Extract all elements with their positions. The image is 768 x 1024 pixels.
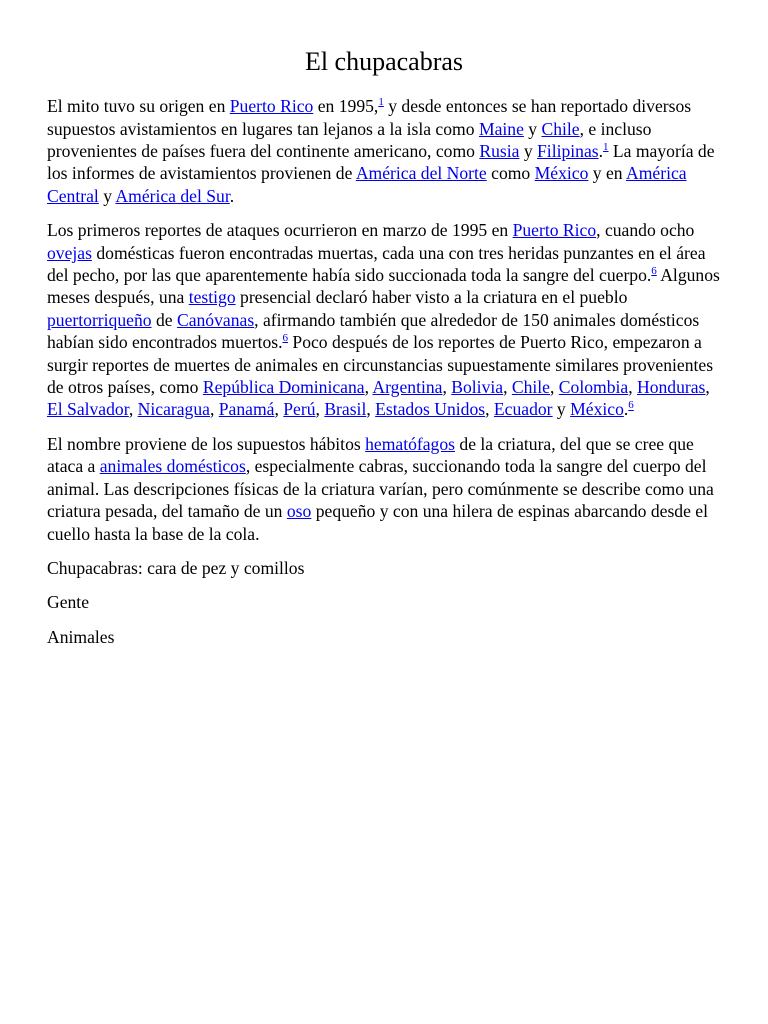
reference-link[interactable]: 1 (378, 96, 384, 109)
reference-link[interactable]: 1 (603, 141, 609, 154)
paragraph-text: como (486, 163, 535, 184)
paragraph-text: de la criatura, del que se cree que ataca a (47, 433, 694, 477)
caption-line: Chupacabras: cara de pez y comillos (47, 557, 305, 578)
article-link[interactable]: América del Norte (355, 163, 487, 184)
footnote-marker (628, 400, 634, 412)
article-paragraph (47, 95, 721, 207)
paragraph-text: pequeño y con una hilera de espinas abarcando desde el cuello hasta la base de la cola. (47, 501, 708, 544)
reference-link[interactable]: 6 (282, 332, 289, 345)
page-title: El chupacabras (304, 47, 464, 76)
article-link[interactable]: testigo (188, 287, 236, 308)
article-link[interactable]: Maine (478, 118, 524, 139)
article-link[interactable]: hematófagos (365, 433, 456, 454)
article-link[interactable]: ovejas (47, 242, 92, 263)
article-link[interactable]: América Central (47, 163, 687, 206)
article-link[interactable]: puertorriqueño (47, 309, 152, 330)
article-link[interactable]: Chile (511, 377, 550, 398)
paragraph-text: La mayoría de los informes de avistamientos provienen de (47, 141, 715, 184)
article-link[interactable]: Colombia (558, 377, 629, 398)
paragraph-text: de (151, 309, 177, 330)
article-link[interactable]: Honduras (637, 377, 706, 398)
paragraph-text: , afirmando también que alrededor de 150 animales domésticos habían sido encontrados muertos. (47, 309, 700, 353)
paragraph-text: y desde entonces se han reportado diversos supuestos avistamientos en lugares tan lejanos a la isla como (47, 96, 692, 139)
paragraph-text: , (128, 399, 138, 420)
paragraph-text: Poco después de los reportes de Puerto Rico, empezaron a surgir reportes de muertes de animales en circunstancias supuestamente similares provenientes de otros países, como (47, 332, 714, 398)
article-link[interactable]: Estados Unidos (375, 399, 486, 420)
paragraph-text: , e incluso provenientes de países fuera del continente americano, como (47, 118, 652, 161)
paragraph-text: , (550, 377, 559, 398)
paragraph-text: , (503, 377, 512, 398)
paragraph-text: Algunos meses después, una (47, 265, 720, 308)
article-body (47, 95, 721, 545)
paragraph-text: , (485, 399, 494, 420)
article-link[interactable]: República Dominicana (202, 377, 365, 398)
paragraph-text: , (366, 399, 376, 420)
paragraph-text: , (209, 399, 219, 420)
paragraph-text: . (229, 185, 235, 206)
paragraph-text: y (523, 118, 542, 139)
article-paragraph (47, 219, 721, 421)
paragraph-text: . (623, 399, 629, 420)
article-link[interactable]: oso (286, 501, 312, 522)
article-paragraph (47, 433, 721, 545)
article-link[interactable]: Ecuador (493, 399, 553, 420)
paragraph-text: Los primeros reportes de ataques ocurrieron en marzo de 1995 en (47, 220, 513, 241)
paragraph-text: El mito tuvo su origen en (47, 96, 230, 117)
article-link[interactable]: México (570, 399, 624, 420)
paragraph-text: , (442, 377, 452, 398)
paragraph-text: , cuando ocho (596, 220, 695, 241)
paragraph-text: , (315, 399, 325, 420)
category-line-gente: Gente (47, 592, 90, 613)
article-link[interactable]: México (534, 163, 589, 184)
article-link[interactable]: Panamá (218, 399, 275, 420)
article-link[interactable]: Chile (541, 118, 580, 139)
reference-link[interactable]: 6 (628, 399, 634, 412)
article-link[interactable]: Rusia (479, 141, 520, 161)
category-line-animales: Animales (47, 626, 115, 647)
paragraph-text: y (552, 399, 571, 420)
paragraph-text: en 1995, (313, 96, 379, 117)
paragraph-text: presencial declaró haber visto a la criatura en el pueblo (235, 287, 628, 308)
article-link[interactable]: Puerto Rico (512, 220, 597, 241)
article-link[interactable]: Filipinas (537, 141, 599, 161)
article-link[interactable]: Brasil (324, 399, 367, 420)
paragraph-text: , (364, 377, 373, 398)
article-link[interactable]: Perú (283, 399, 316, 420)
article-link[interactable]: Puerto Rico (229, 96, 314, 117)
paragraph-text: domésticas fueron encontradas muertas, cada una con tres heridas punzantes en el área del pecho, por las que aparentemente había sido succionada toda la sangre del cuerpo. (47, 242, 706, 286)
paragraph-text: y (98, 185, 116, 206)
paragraph-text: , (628, 377, 637, 398)
paragraph-text: . (598, 141, 604, 161)
article-link[interactable]: animales domésticos (99, 456, 246, 477)
paragraph-text: El nombre proviene de los supuestos hábitos (47, 433, 366, 454)
article-link[interactable]: Argentina (372, 377, 443, 398)
paragraph-text: y (519, 141, 538, 161)
article-link[interactable]: Nicaragua (137, 399, 210, 420)
article-link[interactable]: Canóvanas (176, 309, 255, 330)
paragraph-text: , especialmente cabras, succionando toda la sangre del cuerpo del animal. Las descripciones físicas de la criatura varían, pero comúnmente se describe como una criatura pesada, del tamaño de un (47, 456, 714, 522)
paragraph-text: , (274, 399, 284, 420)
reference-link[interactable]: 6 (651, 265, 657, 278)
article-link[interactable]: Bolivia (451, 377, 504, 398)
paragraph-text: , (705, 377, 710, 398)
article-link[interactable]: América del Sur (115, 185, 230, 206)
article-link[interactable]: El Salvador (47, 399, 129, 420)
paragraph-text: y en (588, 163, 627, 184)
